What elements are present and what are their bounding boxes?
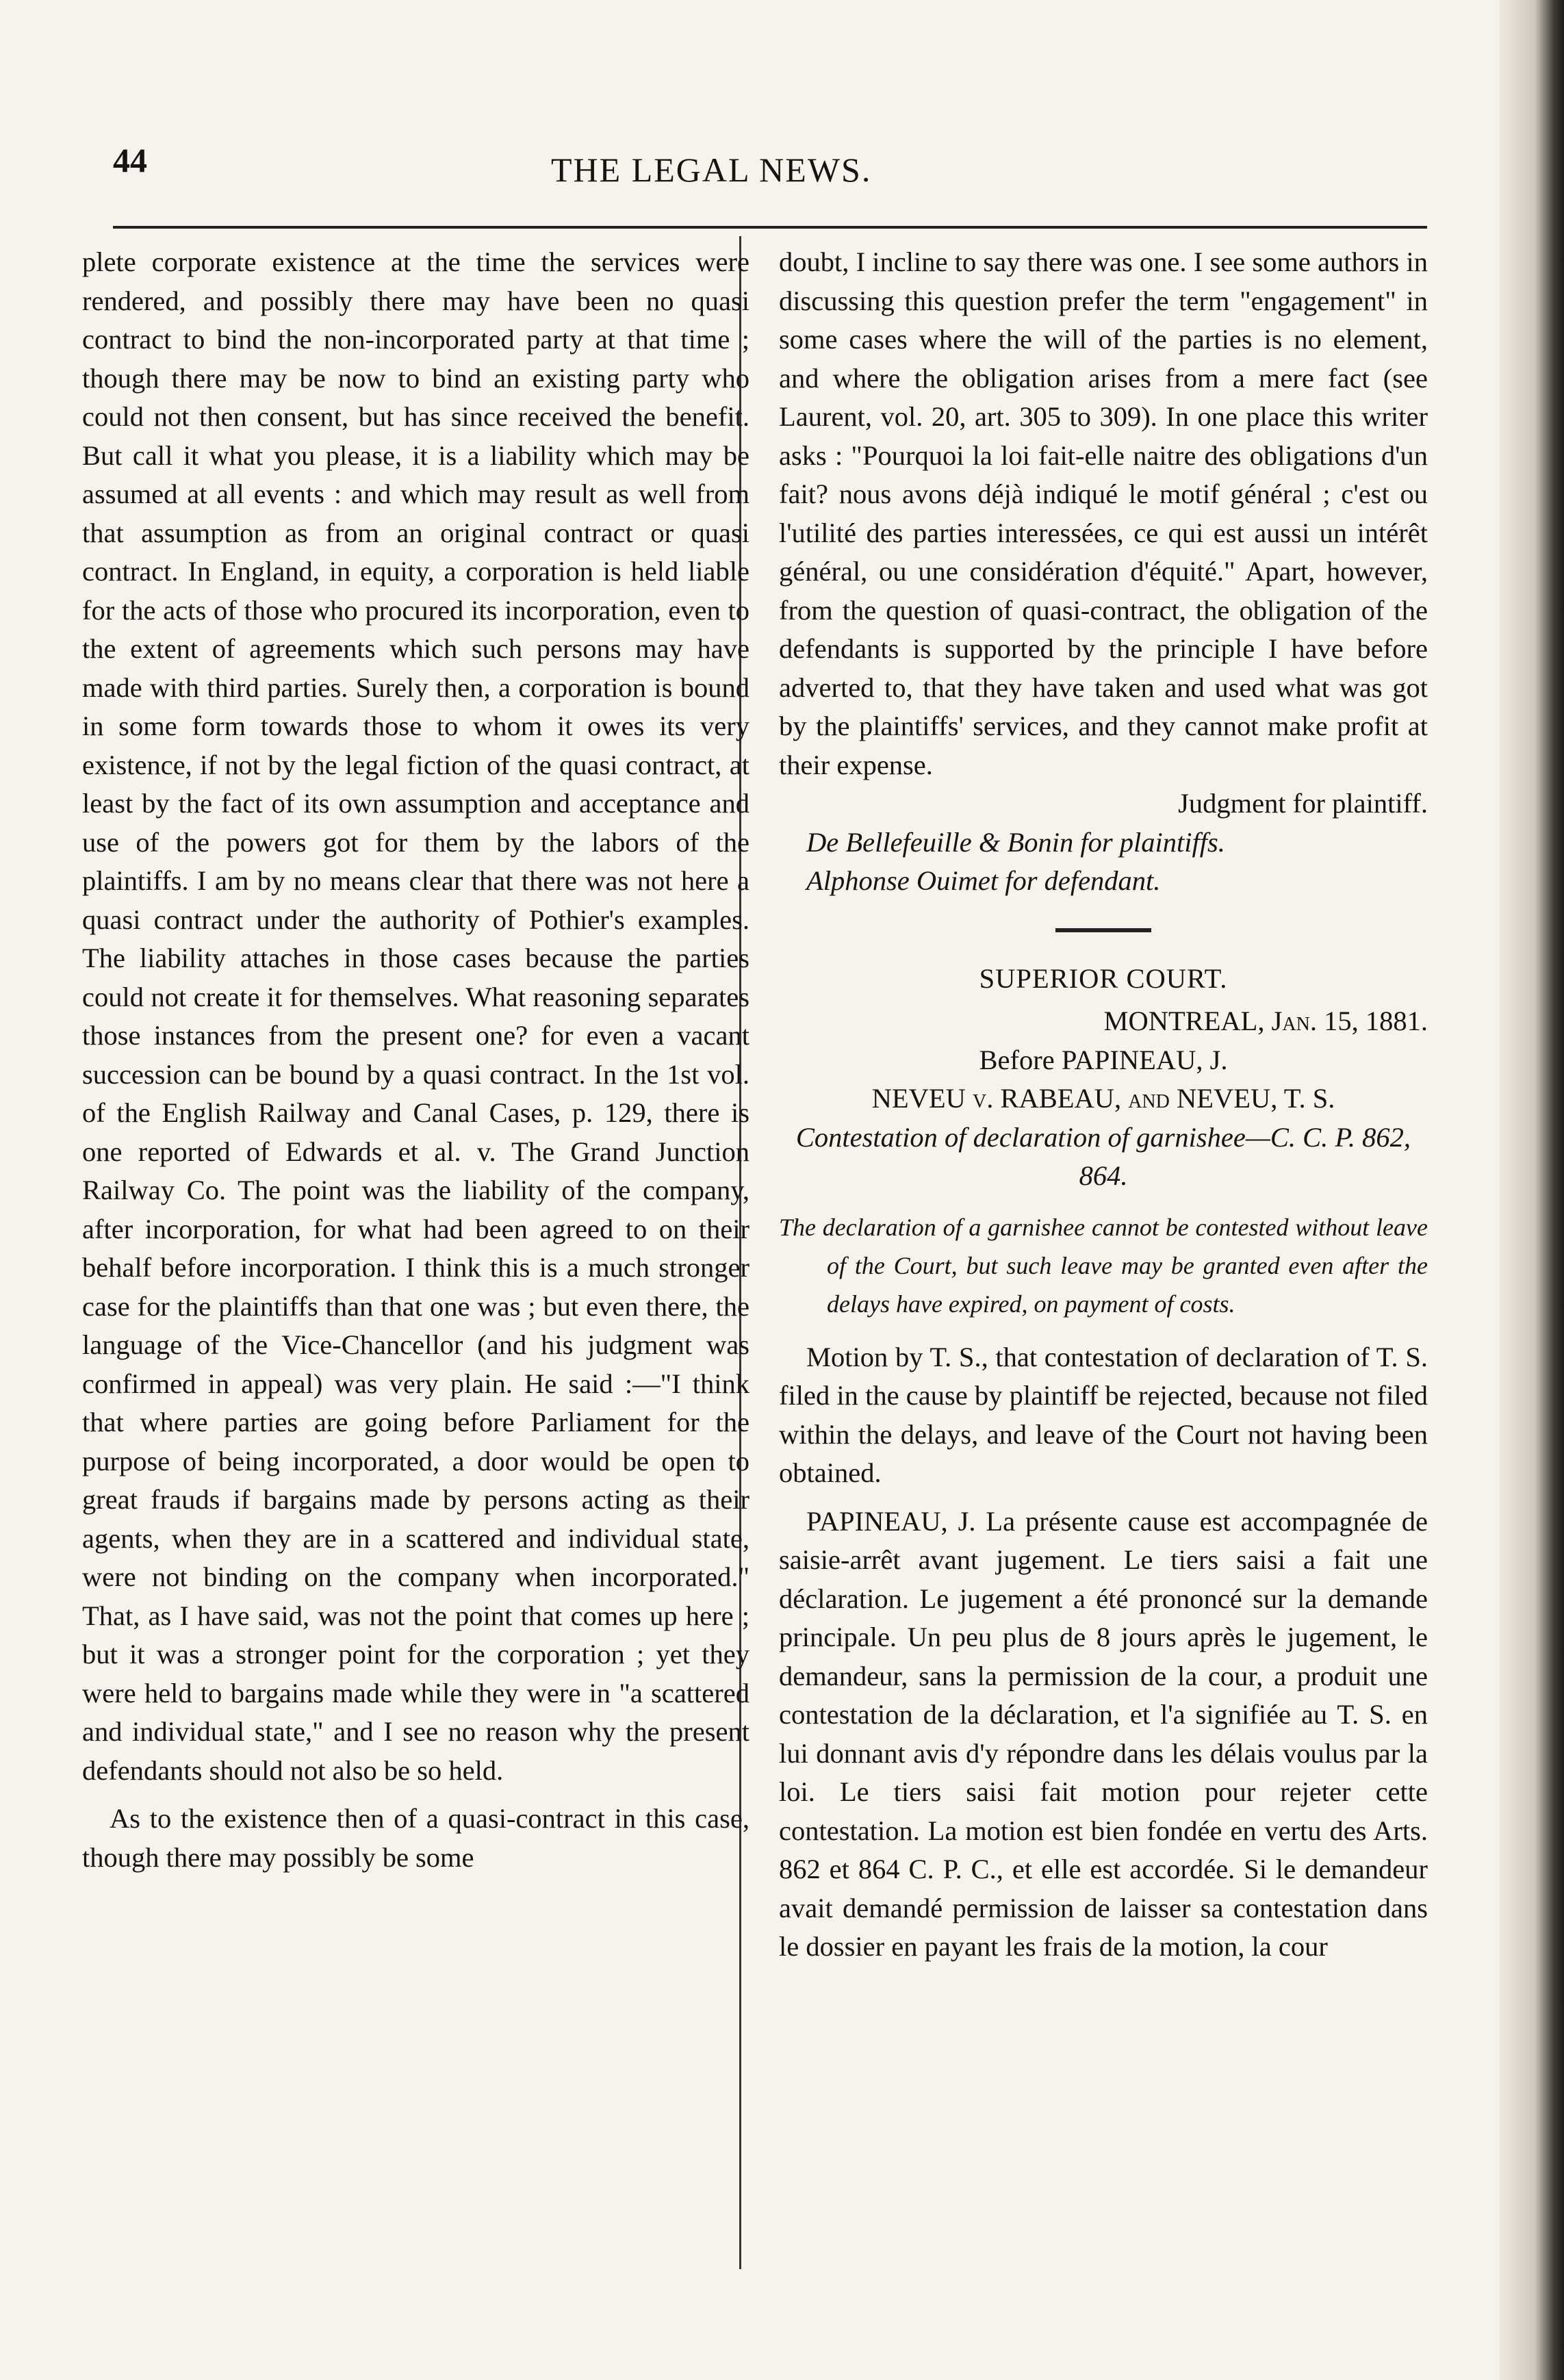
- left-paragraph-1: plete corporate existence at the time the services were rendered, and possibly there may have been no quasi contract to bind the non-incorporated party at that time ; though there may be now to bind an existing party who could not then consent, but has since received the benefit. But call it what you please, it is a liability which may be assumed at all events : and which may result as well from that assumption as from an original contract or quasi contract. In England, in equity, a corporation is held liable for the acts of those who procured its incorporation, even to the extent of agreements which such persons may have made with third parties. Surely then, a corporation is bound in some form towards those to whom it owes its very existence, if not by the legal fiction of the quasi contract, at least by the fact of its own assumption and acceptance and use of the powers got for them by the labors of the plaintiffs. I am by no means clear that there was not here a quasi contract under the authority of Pothier's examples. The liability attaches in those cases because the parties could not create it for themselves. What reasoning separates those instances from the present one? for even a vacant succession can be bound by a quasi contract. In the 1st vol. of the English Railway and Canal Cases, p. 129, there is one reported of Edwards et al. v. The Grand Junction Railway Co. The point was the liability of the company, after incorporation, for what had been agreed to on their behalf before incorporation. I think this is a much stronger case for the plaintiffs than that one was ; but even there, the language of the Vice-Chancellor (and his judgment was confirmed in appeal) was very plain. He said :—"I think that where parties are going before Parliament for the purpose of being incorporated, a door would be open to great frauds if bargains made by persons acting as their agents, when they are in a scattered and individual state, were not binding on the company when incorporated." That, as I have said, was not the point that comes up here ; but it was a stronger point for the corporation ; yet they were held to bargains made while they were in "a scattered and individual state," and I see no reason why the present defendants should not also be so held.: [82, 246, 749, 1786]
- header-rule: [113, 226, 1427, 229]
- opinion-paragraph: PAPINEAU, J. La présente cause est accompagnée de saisie-arrêt avant jugement. Le tiers saisi a fait une déclaration. Le jugement a été prononcé sur la demande principale. Un peu plus de 8 jours après le jugement, le demandeur, sans la permission de la cour, a produit une contestation de la déclaration, et l'a signifiée au T. S. en lui donnant avis d'y répondre dans les délais voulus par la loi. Le tiers saisi fait motion pour rejeter cette contestation. La motion est bien fondée en vertu des Arts. 862 et 864 C. P. C., et elle est accordée. Si le demandeur avait demandé permission de laisser sa contestation dans le dossier en payant les frais de la motion, la cour: [779, 1505, 1428, 1962]
- counsel-defendant: Alphonse Ouimet for defendant.: [806, 865, 1161, 896]
- page-number: 44: [113, 141, 147, 179]
- page-header: [113, 140, 1427, 209]
- court-heading: SUPERIOR COURT.: [979, 962, 1228, 994]
- left-column: [82, 243, 749, 1877]
- left-paragraph-2: As to the existence then of a quasi-contract in this case, though there may possibly be some: [82, 1803, 749, 1873]
- section-rule: [1055, 928, 1151, 932]
- right-column: [779, 243, 1428, 1967]
- right-paragraph-1: doubt, I incline to say there was one. I see some authors in discussing this question prefer the term "engagement" in some cases where the will of the parties is no element, and where the obligation arises from a mere fact (see Laurent, vol. 20, art. 305 to 309). In one place this writer asks : "Pourquoi la loi fait-elle naitre des obligations d'un fait? nous avons déjà indiqué le motif général ; c'est ou l'utilité des parties interessées, ce qui est aussi un intérêt général, ou une considération d'équité." Apart, however, from the question of quasi-contract, the obligation of the defendants is supported by the principle I have before adverted to, that they have taken and used what was got by the plaintiffs' services, and they cannot make profit at their expense.: [779, 246, 1428, 780]
- case-name: NEVEU v. RABEAU, and NEVEU, T. S.: [871, 1083, 1335, 1114]
- binding-shadow: [1499, 0, 1564, 2380]
- motion-paragraph: Motion by T. S., that contestation of declaration of T. S. filed in the cause by plaintiff be rejected, because not filed within the delays, and leave of the Court not having been obtained.: [779, 1341, 1428, 1488]
- before-judge: Before PAPINEAU, J.: [979, 1044, 1228, 1075]
- running-title: THE LEGAL NEWS.: [551, 151, 872, 189]
- case-subject: Contestation of declaration of garnishee—C. C. P. 862, 864.: [795, 1121, 1411, 1191]
- place-date: MONTREAL, Jan. 15, 1881.: [1103, 1006, 1428, 1036]
- counsel-plaintiffs: De Bellefeuille & Bonin for plaintiffs.: [806, 826, 1225, 858]
- judgment-line: Judgment for plaintiff.: [1178, 788, 1428, 819]
- headnote: The declaration of a garnishee cannot be contested without leave of the Court, but such leave may be granted even after the delays have expired, on payment of costs.: [779, 1213, 1428, 1318]
